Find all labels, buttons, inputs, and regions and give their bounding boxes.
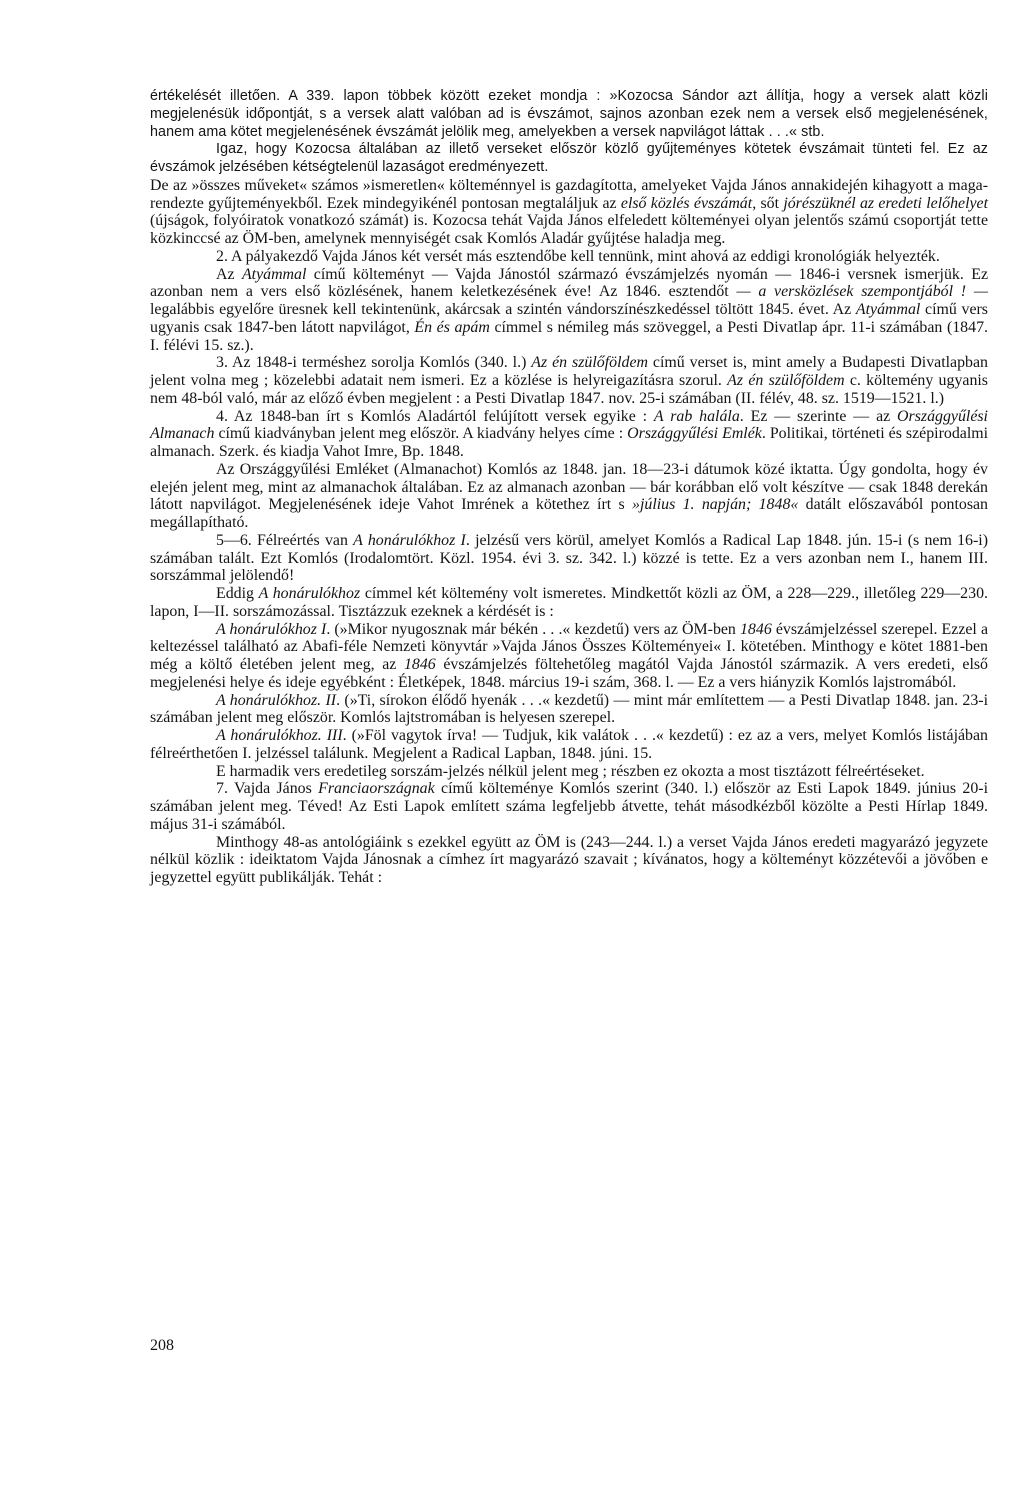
italic-text: Az én szülőföldem bbox=[727, 372, 845, 389]
paragraph bbox=[150, 621, 988, 692]
italic-text: A honárulókhoz I bbox=[353, 531, 466, 549]
paragraph bbox=[150, 461, 988, 532]
text-run: című vers ugyanis csak 1847-ben látott napvilágot, bbox=[150, 301, 988, 336]
text-run: 5—6. Félreértés van bbox=[216, 531, 354, 549]
text-run: című költeményt — Vajda Jánostól származó évszámjelzés nyomán — 1846-i versnek ismerjük. Ez azonban nem a vers első közlésének, hanem keletkezésének éve! Az 1846. esztendőt bbox=[150, 265, 988, 301]
paragraph bbox=[150, 692, 988, 728]
text-run: . (»Ti, sírokon élődő hyenák . . .« kezdetű) — mint már említettem — a Pesti Divatlap 1848. jan. 23-i számában jelent meg először. Komlós lajtstromában is helyesen szerepel. bbox=[150, 691, 988, 727]
italic-text: 1846 bbox=[739, 620, 772, 638]
page-body bbox=[150, 88, 988, 887]
italic-text: Atyámmal bbox=[855, 301, 921, 318]
text-run: datált előszavából pontosan megállapítható. bbox=[150, 496, 989, 531]
text-run: . Politikai, történeti és szépirodalmi almanach. Szerk. és kiadja Vahot Imre, Bp. 1848. bbox=[150, 425, 989, 460]
paragraph bbox=[150, 727, 988, 763]
text-run: E harmadik vers eredetileg sorszám-jelzés nélkül jelent meg ; részben ez okozta a most tisztázott félreértéseket. bbox=[216, 762, 925, 780]
paragraph bbox=[150, 88, 988, 141]
paragraph bbox=[150, 248, 988, 266]
italic-text: Én és apám bbox=[414, 318, 490, 336]
text-run: című költeménye Komlós szerint (340. l.) először az Esti Lapok 1849. június 20-i számában jelent meg. Téved! Az Esti Lapok említett száma legfeljebb átvette, tehát másodkézből közölte a Pesti Hírlap 1849. május 31-i számából. bbox=[150, 780, 988, 833]
text-run: Eddig bbox=[216, 585, 259, 602]
italic-text: jórészüknél az eredeti lelőhelyet bbox=[783, 194, 989, 212]
text-run: című kiadványban jelent meg először. A kiadvány helyes címe : bbox=[214, 425, 628, 443]
italic-text: 1846 bbox=[403, 656, 436, 673]
italic-text: A honárulókhoz. II bbox=[216, 691, 337, 709]
text-run: Igaz, hogy Kozocsa általában az illető verseket először közlő gyűjteményes kötetek évszámait tünteti fel. Ez az évszámok jelzésében kétségtelenül lazaságot eredményezett. bbox=[150, 141, 988, 175]
paragraph bbox=[150, 354, 988, 407]
italic-text: — a versközlések szempontjából ! — bbox=[736, 283, 988, 301]
italic-text: »július 1. napján; 1848« bbox=[632, 496, 799, 514]
text-run: . Ez — szerinte — az bbox=[739, 407, 898, 425]
paragraph bbox=[150, 585, 988, 621]
text-run: évszámjelzés föltehetőleg magától Vajda Jánostól származik. A vers eredeti, első megjelenési helye és ideje egyébként : Életképek, 1848. március 19-i szám, 368. l. — Ez a vers hiányzik Komlós lajstromából. bbox=[150, 656, 988, 691]
text-run: . (»Föl vagytok írva! — Tudjuk, kik valátok . . .« kezdetű) : ez az a vers, melyet Komlós listájában félreérthetően I. jelzéssel találunk. Megjelent a Radical Lapban, 1848. júni. 15. bbox=[150, 727, 988, 762]
italic-text: Atyámmal bbox=[241, 265, 307, 283]
italic-text: A honárulókhoz I bbox=[216, 620, 327, 638]
paragraph bbox=[150, 763, 988, 781]
text-run: 7. Vajda János bbox=[216, 780, 319, 798]
paragraph bbox=[150, 408, 988, 461]
paragraph bbox=[150, 532, 988, 585]
text-run: Minthogy 48-as antológiáink s ezekkel együtt az ÖM is (243—244. l.) a verset Vajda János eredeti magyarázó jegyzete nélkül közlik : ideiktatom Vajda Jánosnak a címhez írt magyarázó szavait ; kívánatos, hogy a költeményt közzétevői a jövőben e jegyzettel együtt publikálják. Tehát : bbox=[150, 833, 988, 886]
paragraph bbox=[150, 834, 988, 887]
text-run: (újságok, folyóiratok vonatkozó számát) is. Kozocsa tehát Vajda János elfeledett költeményei olyan jelentős számú csoportját tette közkinccsé az ÖM-ben, amelynek mennyiségét csak Komlós Aladár gyűjtése haladja meg. bbox=[150, 212, 988, 247]
italic-text: Az én szülőföldem bbox=[531, 354, 648, 372]
text-run: című verset is, mint amely a Budapesti Divatlapban jelent volna meg ; közelebbi adatait nem ismeri. Ez a közlése is helyreigazításra szorul. bbox=[150, 354, 988, 389]
text-run: értékelését illetően. A 339. lapon többek között ezeket mondja : »Kozocsa Sándor azt állítja, hogy a versek alatt közli megjelenésük időpontját, s a versek alatt valóban ad is évszámot, sajnos azonban ezek nem a versek első megjelenésének, hanem ama kötet megjelenésének évszámát jelölik meg, amelyekben a versek napvilágot láttak . . .« stb. bbox=[150, 88, 988, 140]
italic-text: Franciaországnak bbox=[318, 780, 435, 798]
paragraph bbox=[150, 266, 988, 355]
italic-text: A honárulókhoz bbox=[258, 585, 361, 602]
text-run: címmel két költemény volt ismeretes. Mindkettőt közli az ÖM, a 228—229., illetőleg 229—230. lapon, I—II. sorszámozással. Tisztázzuk ezeknek a kérdését is : bbox=[150, 585, 988, 620]
text-run: c. költemény ugyanis nem 48-ból való, már az előző évben megjelent : a Pesti Divatlap 1847. nov. 25-i számában (II. félév, 48. sz. 1519—1521. l.) bbox=[150, 372, 988, 407]
text-run: címmel s némileg más szöveggel, a Pesti Divatlap ápr. 11-i számában (1847. I. félévi 15. sz.). bbox=[150, 318, 988, 354]
text-run: 2. A pályakezdő Vajda János két versét más esztendőbe kell tennünk, mint ahová az eddigi kronológiák helyezték. bbox=[216, 247, 940, 265]
italic-text: Országgyűlési Almanach bbox=[150, 407, 988, 443]
italic-text: Országgyűlési Emlék bbox=[627, 425, 762, 443]
italic-text: A honárulókhoz. III bbox=[216, 727, 343, 744]
text-run: . jelzésű vers körül, amelyet Komlós a Radical Lap 1848. jún. 15-i (s nem 16-i) számában talált. Ezt Komlós (Irodalomtört. Közl. 1954. évi 3. sz. 342. l.) közzé is tette. Ez a vers azonban nem I., hanem III. sorszámmal jelölendő! bbox=[150, 531, 988, 585]
text-run: 3. Az 1848-i terméshez sorolja Komlós (340. l.) bbox=[216, 354, 532, 372]
italic-text: A rab halála bbox=[653, 407, 740, 425]
text-run: . (»Mikor nyugosznak már békén . . .« kezdetű) vers az ÖM-ben bbox=[326, 620, 740, 638]
text-run: évszámjelzéssel szerepel. Ezzel a keltezéssel található az Abafi-féle Nemzeti könyvtár »Vajda János Összes Költeményei« I. kötetében. Minthogy e kötet 1881-ben még a költő életében jelent meg, az bbox=[150, 620, 988, 673]
paragraph bbox=[150, 177, 988, 248]
text-run: De az »összes műveket« számos »ismeretlen« költeménnyel is gazdagította, amelyeket Vajda János annakidején kihagyott a maga-rendezte gyűjteményekből. Ezek mindegyikénél pontosan megtaláljuk az bbox=[150, 176, 988, 212]
paragraph bbox=[150, 780, 988, 833]
text-run: Az bbox=[216, 265, 242, 283]
italic-text: első közlés évszámát bbox=[620, 194, 753, 212]
text-run: 4. Az 1848-ban írt s Komlós Aladártól felújított versek egyike : bbox=[216, 407, 654, 425]
text-run: Az Országgyűlési Emléket (Almanachot) Komlós az 1848. jan. 18—23-i dátumok közé iktatta. Úgy gondolta, hogy év elején jelent meg, mint az almanachok általában. Ez az almanach azonban — bár korábban elő volt készítve — csak 1848 derekán látott napvilágot. Megjelenésének ideje Vahot Imrének a kötethez írt s bbox=[150, 460, 988, 514]
paragraph bbox=[150, 141, 988, 177]
text-run: , sőt bbox=[752, 194, 784, 212]
text-run: legalábbis egyelőre üresnek kell tekintenünk, akárcsak a szintén vándorszínészkedéssel töltött 1845. évet. Az bbox=[150, 301, 856, 318]
page-number: 208 bbox=[150, 1337, 174, 1354]
